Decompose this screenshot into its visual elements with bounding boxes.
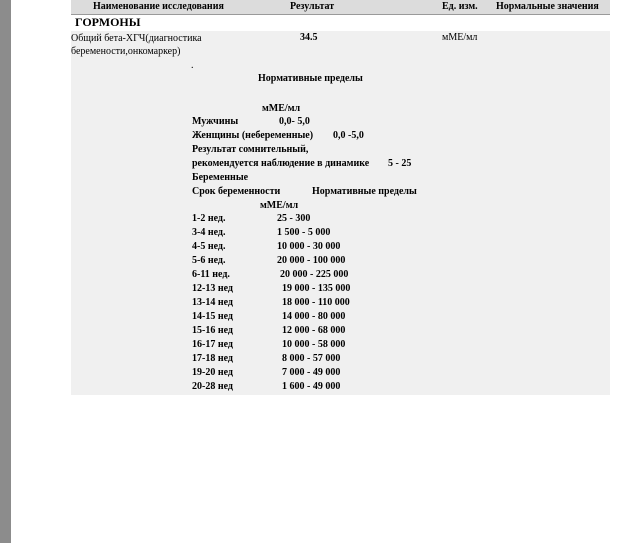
reference-unit: мМЕ/мл bbox=[262, 103, 301, 114]
column-result: Результат bbox=[290, 1, 335, 12]
doubtful-line-2: рекомендуется наблюдение в динамике bbox=[192, 158, 370, 169]
pregnancy-term: 20-28 нед bbox=[192, 381, 233, 392]
pregnancy-norm-value: 25 - 300 bbox=[277, 213, 311, 224]
column-normal-values: Нормальные значения bbox=[496, 1, 599, 12]
test-unit: мМЕ/мл bbox=[442, 32, 478, 43]
reference-unit-2: мМЕ/мл bbox=[260, 200, 299, 211]
pregnancy-norm-value: 1 500 - 5 000 bbox=[277, 227, 331, 238]
women-label: Женщины (небеременные) bbox=[192, 130, 314, 141]
pregnancy-term: 12-13 нед bbox=[192, 283, 233, 294]
left-scroll-bar bbox=[0, 0, 11, 543]
doubtful-line-1: Результат сомнительный, bbox=[192, 144, 309, 155]
pregnancy-term: 14-15 нед bbox=[192, 311, 233, 322]
men-label: Мужчины bbox=[192, 116, 239, 127]
pregnancy-term: 5-6 нед. bbox=[192, 255, 226, 266]
test-result-row bbox=[71, 31, 610, 395]
women-value: 0,0 -5,0 bbox=[333, 130, 364, 141]
pregnancy-term: 15-16 нед bbox=[192, 325, 233, 336]
table-header bbox=[71, 0, 610, 15]
pregnancy-norm-value: 1 600 - 49 000 bbox=[282, 381, 341, 392]
test-result-value: 34.5 bbox=[300, 32, 318, 43]
section-title: ГОРМОНЫ bbox=[75, 15, 141, 29]
pregnancy-norm-value: 12 000 - 68 000 bbox=[282, 325, 346, 336]
pregnancy-term: 6-11 нед. bbox=[192, 269, 230, 280]
pregnancy-norm-value: 20 000 - 100 000 bbox=[277, 255, 346, 266]
pregnancy-norm-value: 8 000 - 57 000 bbox=[282, 353, 341, 364]
test-name: Общий бета-ХГЧ(диагностика беремености,онкомаркер) bbox=[71, 33, 202, 57]
pregnancy-term: 17-18 нед bbox=[192, 353, 233, 364]
norm-header: Нормативные пределы bbox=[312, 186, 417, 197]
pregnancy-norm-value: 19 000 - 135 000 bbox=[282, 283, 351, 294]
pregnancy-term: 3-4 нед. bbox=[192, 227, 226, 238]
column-test-name: Наименование исследования bbox=[93, 1, 224, 12]
pregnancy-norm-value: 14 000 - 80 000 bbox=[282, 311, 346, 322]
pregnancy-term: 4-5 нед. bbox=[192, 241, 226, 252]
pregnancy-norm-value: 7 000 - 49 000 bbox=[282, 367, 341, 378]
pregnancy-norm-value: 18 000 - 110 000 bbox=[282, 297, 350, 308]
pregnancy-norm-value: 10 000 - 58 000 bbox=[282, 339, 346, 350]
pregnancy-norm-value: 20 000 - 225 000 bbox=[280, 269, 349, 280]
pregnancy-term: 1-2 нед. bbox=[192, 213, 226, 224]
reference-title: Нормативные пределы bbox=[258, 73, 363, 84]
pregnancy-term: 19-20 нед bbox=[192, 367, 233, 378]
doubtful-value: 5 - 25 bbox=[388, 158, 412, 169]
pregnancy-term: 16-17 нед bbox=[192, 339, 233, 350]
pregnancy-norm-value: 10 000 - 30 000 bbox=[277, 241, 341, 252]
term-header: Срок беременности bbox=[192, 186, 281, 197]
separator-dot: . bbox=[191, 60, 194, 71]
pregnant-label: Беременные bbox=[192, 172, 249, 183]
men-value: 0,0- 5,0 bbox=[279, 116, 310, 127]
pregnancy-term: 13-14 нед bbox=[192, 297, 233, 308]
column-unit: Ед. изм. bbox=[442, 1, 478, 12]
